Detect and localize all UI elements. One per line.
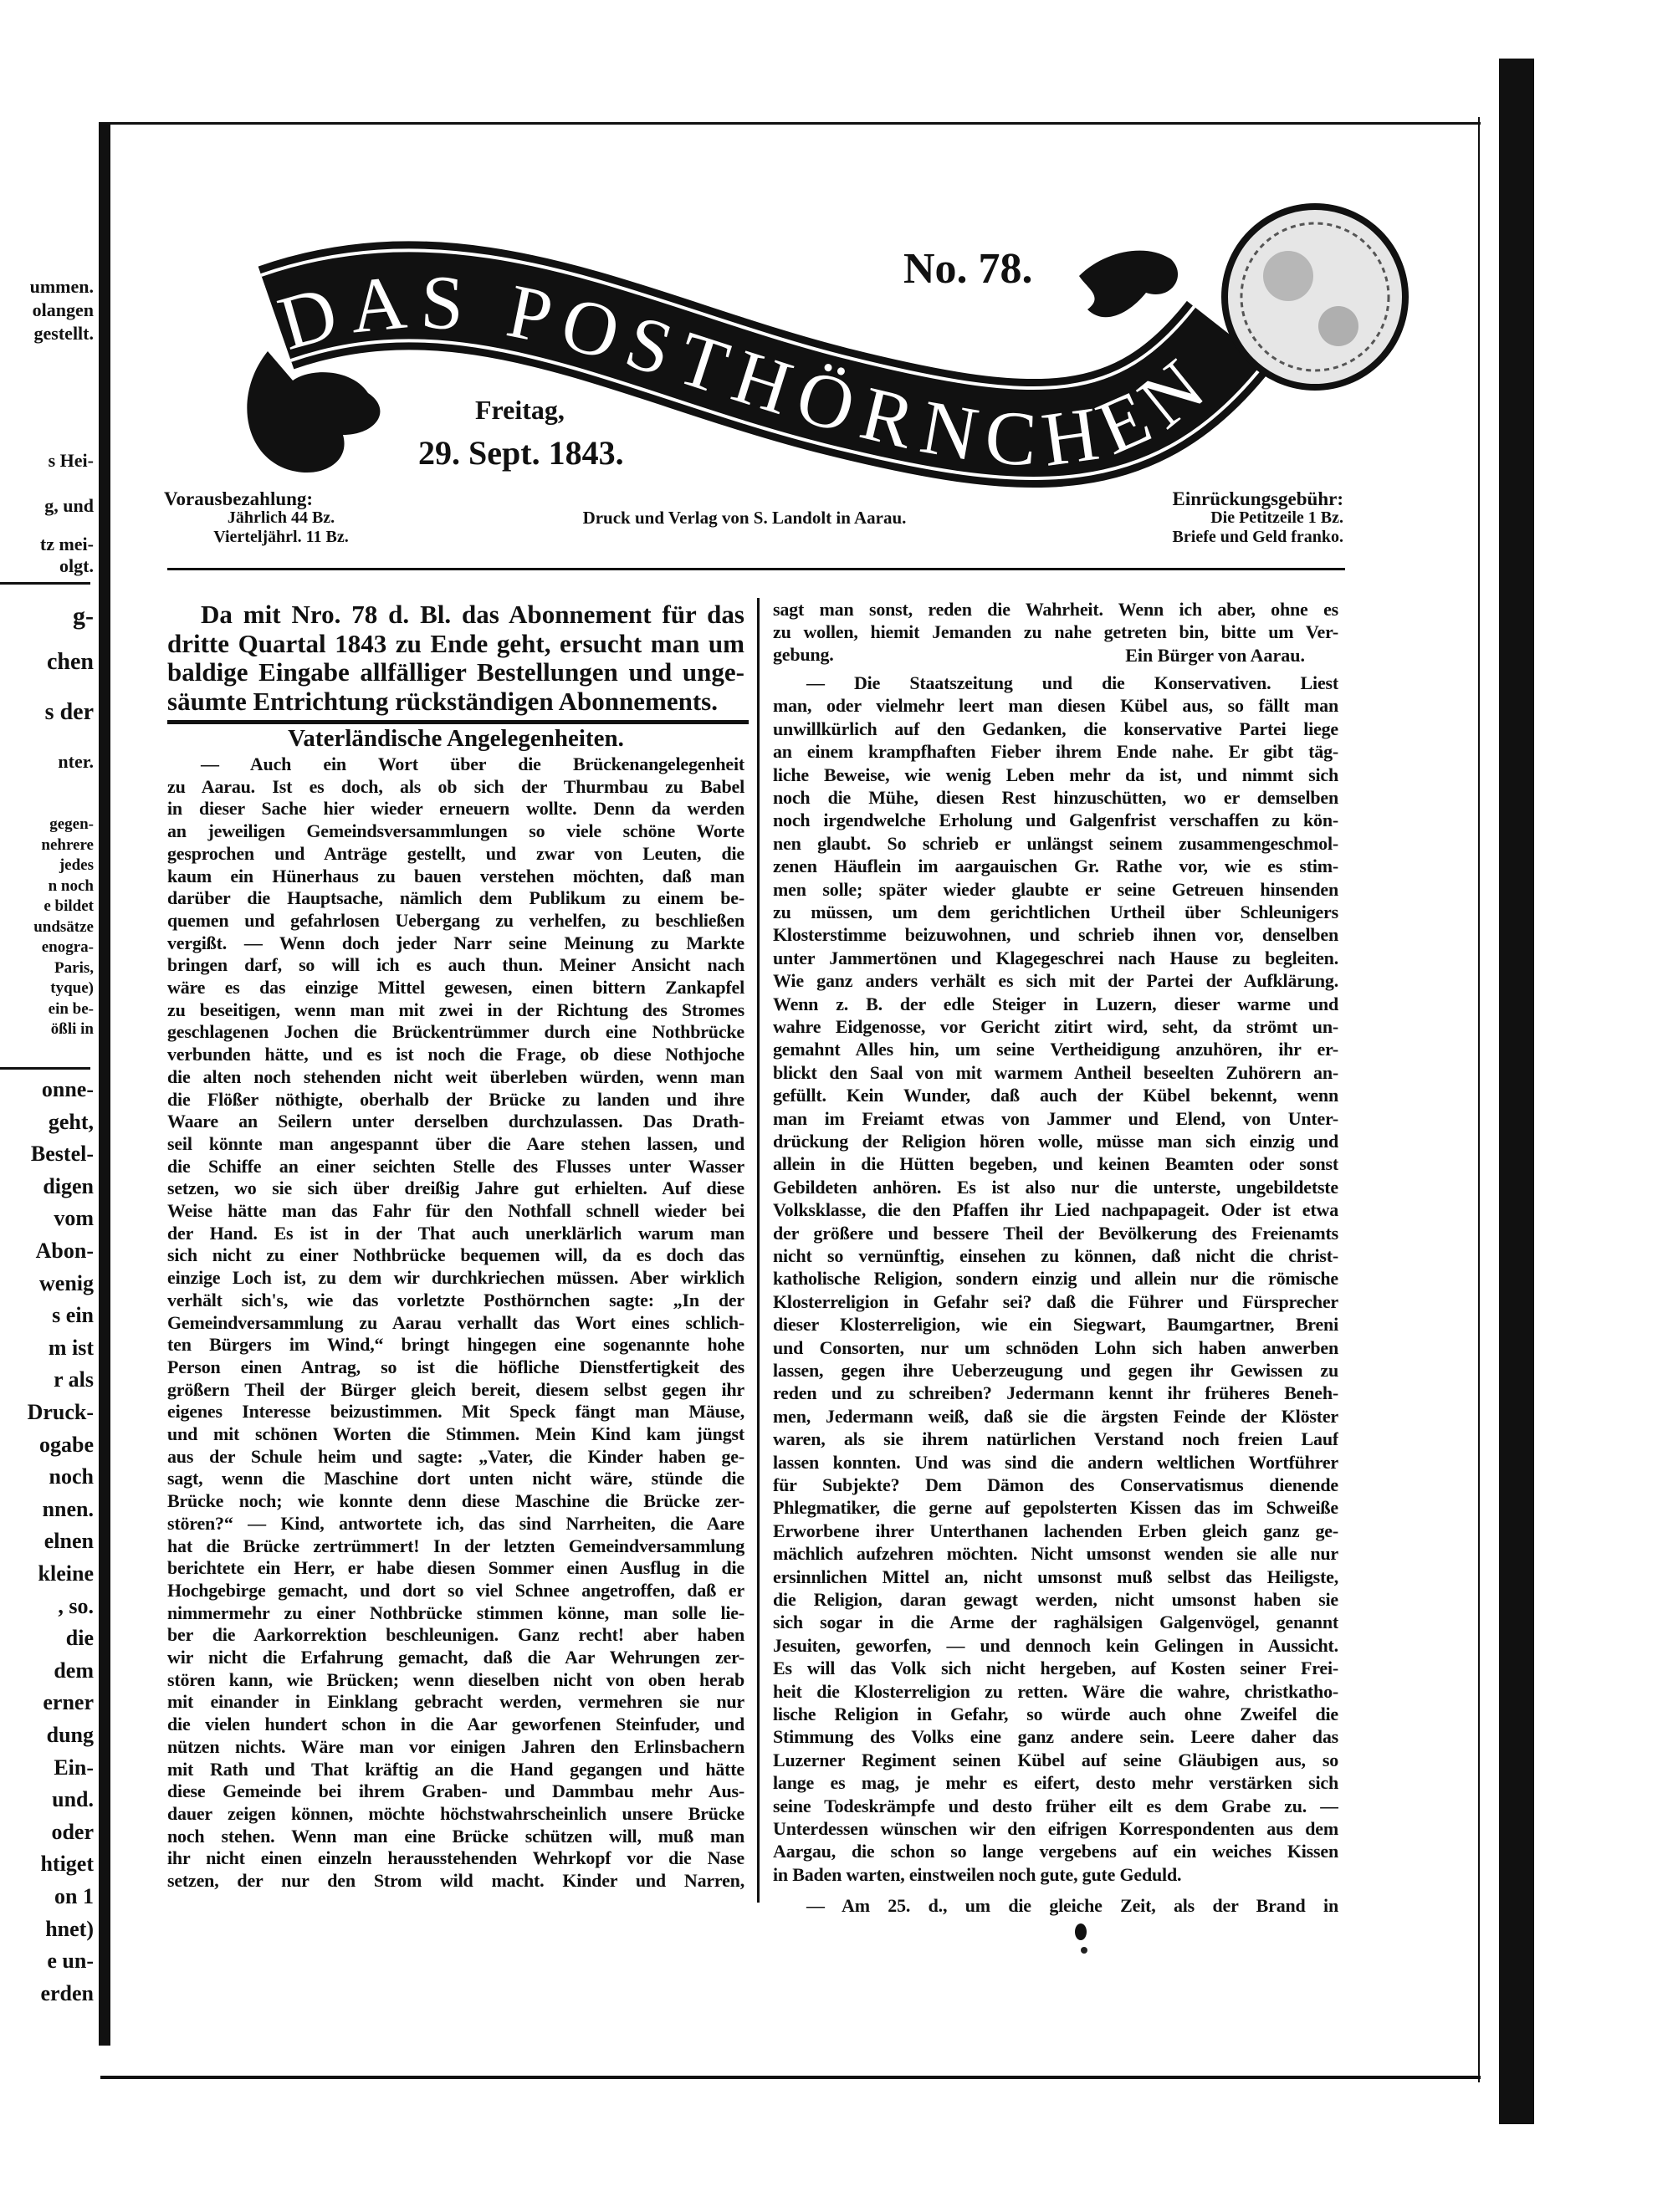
text-line: in dieser Sache hier wieder erneuern wollte. Denn da werden — [167, 798, 744, 820]
text-line: ten Bürgers im Wind,“ bringt hingegen eine sogenannte hohe — [167, 1334, 744, 1356]
notice-rule — [167, 720, 749, 724]
article-signature: Ein Bürger von Aarau. — [1125, 645, 1305, 666]
fragment: m ist — [48, 1335, 94, 1360]
text-line: die vielen hundert schon in die Aar geworfenen Steinfuder, und — [167, 1714, 744, 1735]
prepayment-info — [164, 489, 398, 547]
fragment: olgt. — [59, 555, 94, 576]
text-line: unter Jammertönen und Klagegeschrei nach Hause zu begleiten. — [773, 947, 1338, 968]
text-line: sagt, wenn die Maschine dort unten nicht wäre, stünde die — [167, 1468, 744, 1489]
text-line: mit Rath und That kräftig an die Hand gegangen und hätte — [167, 1758, 744, 1780]
text-line: ber die Aarkorrektion beschleunigen. Ganz recht! aber haben — [167, 1624, 744, 1646]
text-line: der größere und bessere Theil der Bevölkerung des Freienamts — [773, 1222, 1338, 1244]
text-line: dritte Quartal 1843 zu Ende geht, ersucht man um — [167, 629, 744, 658]
issue-number: No. 78. — [903, 245, 1033, 293]
fragment: ößli in — [50, 1020, 94, 1038]
fragment: ummen. — [29, 276, 94, 297]
text-line: drückung der Religion hören wolle, müsse man sich einzig und — [773, 1131, 1338, 1152]
text-line: an jeweiligen Gemeindsversammlungen so viele schöne Worte — [167, 820, 744, 842]
text-line: vergißt. — Wenn doch jeder Narr seine Meinung zu Markte — [167, 932, 744, 953]
fragment: dung — [46, 1723, 94, 1747]
fragment: erden — [40, 1980, 94, 2005]
text-line: diese Gemeinde bei ihrem Graben- und Dammbau mehr Aus- — [167, 1780, 744, 1802]
fragment: kleine — [38, 1561, 94, 1586]
ink-blot — [1075, 1923, 1087, 1940]
text-line: nützen nichts. Wäre man vor einigen Jahren den Erlinsbachern — [167, 1735, 744, 1757]
text-line: Gebildeten anhören. Es ist also nur die unterste, ungebildetste — [773, 1176, 1338, 1198]
text-line: sich sogar in die Arme der raghälsigen Galgenvögel, genannt — [773, 1612, 1338, 1633]
text-line: waren, als sie ihrem natürlichen Verstand noch freien Lauf — [773, 1428, 1338, 1450]
text-line: Da mit Nro. 78 d. Bl. das Abonnement für das — [201, 600, 744, 629]
text-line: Wie ganz anders verhält es sich mit der Partei der Aufklärung. — [773, 970, 1338, 992]
text-line: eigenes Interesse beizustimmen. Mit Speck fängt man Mäuse, — [167, 1401, 744, 1423]
text-line: hat die Brücke zertrümmert! In der letzten Gemeindversammlung — [167, 1535, 744, 1556]
fragment: jedes — [59, 856, 94, 874]
text-line: liche Beweise, wie wenig Leben mehr da ist, und nimmt sich — [773, 764, 1338, 785]
text-line: Aargau, die schon so lange vergebens auf ein weiches Kissen — [773, 1841, 1338, 1862]
text-line: ersinnlichen Mittel an, nicht umsonst muß selbst das Heiligste, — [773, 1566, 1338, 1587]
fragment: erner — [43, 1690, 94, 1715]
text-line: Luzerner Regiment seinen Kübel auf seine Gläubigen aus, so — [773, 1749, 1338, 1770]
text-line: in Baden warten, einstweilen noch gute, gute Geduld. — [773, 1863, 1182, 1885]
fragment: ein be- — [48, 999, 94, 1018]
text-line: für Subjekte? Dem Dämon des Conservatismus dienende — [773, 1474, 1338, 1495]
fragment: Druck- — [27, 1400, 94, 1424]
text-line: zenen Häuflein im aargauischen Gr. Rathe vor, wie es stim- — [773, 856, 1338, 877]
text-line: Gemeindversammlung zu Aarau verhallt das Wort eines schlich- — [167, 1311, 744, 1333]
text-line: reden und zu schreiben? Jedermann kennt ihr früheres Beneh- — [773, 1382, 1338, 1404]
fragment: , so. — [58, 1593, 94, 1618]
text-line: geschlagenen Jochen die Brückentrümmer durch eine Nothbrücke — [167, 1021, 744, 1043]
fragment: dem — [54, 1658, 94, 1683]
section-heading: Vaterländische Angelegenheiten. — [288, 725, 624, 752]
text-line: die Schiffe an einer seichten Stelle des Flusses unter Wasser — [167, 1155, 744, 1177]
text-line: Person einen Antrag, so ist die höfliche Dienstfertigkeit des — [167, 1356, 744, 1377]
fragment: nter. — [58, 751, 94, 772]
bridge-article — [167, 754, 744, 1908]
fire-article-start — [773, 1894, 1338, 1919]
insertion-rate: Die Petitzeile 1 Bz. — [1210, 508, 1343, 527]
text-line: Stimmung des Volks eine ganz andere sein. Leere daher das — [773, 1726, 1338, 1748]
text-line: heit die Klosterreligion zu retten. Wäre die wahre, christkatho- — [773, 1680, 1338, 1702]
text-line: wir nicht die Erfahrung gemacht, daß die Aar Wehrungen zer- — [167, 1647, 744, 1668]
fragment: r als — [54, 1367, 94, 1392]
text-line: — Die Staatszeitung und die Konservativen. Liest — [806, 672, 1338, 693]
text-line: wäre es das einzige Mittel gewesen, einen bittern Zankapfel — [167, 977, 744, 998]
text-line: dieser Klosterreligion, wie ein Siegwart, Baumgartner, Breni — [773, 1314, 1338, 1336]
masthead-title: DAS POSTHÖRNCHEN — [269, 258, 1222, 483]
text-line: bringen darf, so will ich es auch thun. Meiner Ansicht nach — [167, 954, 744, 976]
fragment: und. — [52, 1787, 94, 1812]
text-line: zu müssen, um dem gerichtlichen Urtheil über Schleunigers — [773, 902, 1338, 922]
text-line: ihr nicht einen einzeln herausstehenden Wehrkopf vor die Nase — [167, 1847, 744, 1869]
fragment: Bestel- — [30, 1142, 94, 1167]
fragment: nnen. — [42, 1496, 94, 1521]
text-line: aus der Schule heim und sagte: „Vater, die Kinder haben ge- — [167, 1445, 744, 1467]
text-line: gemahnt Alles hin, um seine Vertheidigung anzuhören, ihr er- — [773, 1039, 1338, 1060]
text-line: seil könnte man angespannt über die Aare stehen lassen, und — [167, 1132, 744, 1154]
masthead-rule — [167, 568, 1345, 570]
fragment: nehrere — [41, 835, 94, 854]
text-line: Phlegmatiker, die gerne auf gepolsterten Kissen das im Schweiße — [773, 1497, 1338, 1519]
text-line: Wenn z. B. der edle Steiger in Luzern, dieser warme und — [773, 993, 1338, 1014]
text-line: Klosterstimme beizuwohnen, und schrieb ihnen vor, denselben — [773, 924, 1338, 946]
fragment: s ein — [52, 1303, 94, 1328]
text-line: — Auch ein Wort über die Brückenangelegenheit — [201, 754, 744, 774]
text-line: stören?“ — Kind, antwortete ich, das sind Narrheiten, die Aare — [167, 1512, 744, 1534]
text-line: lassen, gegen ihre Ueberzeugung und gegen ihr Gewissen zu — [773, 1360, 1338, 1381]
text-line: allein in die Hütten begeben, und keinen Beamten oder sonst — [773, 1153, 1338, 1175]
text-line: gefüllt. Kein Wunder, daß auch der Kübel bekennt, wenn — [773, 1085, 1338, 1106]
fragment: hnet) — [45, 1916, 94, 1941]
text-line: setzen, der nur den Strom wild macht. Kinder und Narren, — [167, 1870, 744, 1891]
text-line: einzige Loch ist, zu dem wir durchkriechen müssen. Aber wirklich — [167, 1267, 744, 1289]
text-line: zu Aarau. Ist es doch, als ob sich der Thurmbau zu Babel — [167, 775, 744, 797]
text-line: gebung. — [773, 644, 834, 665]
postmark-stamp — [1225, 207, 1405, 387]
conservatives-article — [773, 672, 1338, 1893]
column-divider — [757, 598, 760, 1903]
text-line: der Hand. Es ist in der That auch unerklärlich warum man — [167, 1222, 744, 1244]
text-line: an einem krampfhaften Fieber ihrem Ende nahe. Er gibt täg- — [773, 741, 1338, 763]
text-line: nen glaubt. So schrieb er unlängst seinem zusammengeschmol- — [773, 832, 1338, 854]
text-line: verhält sich's, wie das vorletzte Posthörnchen sagte: „In der — [167, 1289, 744, 1310]
fragment: noch — [49, 1464, 94, 1489]
text-line: die alten noch stehenden nicht weit überleben würden, wenn man — [167, 1065, 744, 1087]
subscription-notice — [167, 600, 744, 718]
text-line: blickt den Saal von mit warmem Antheil beseelten Zuhörern an- — [773, 1061, 1338, 1083]
text-line: Waare an Seilern unter derselben durchzulassen. Das Drath- — [167, 1111, 744, 1132]
fragment: geht, — [48, 1109, 94, 1134]
text-line: men, Jedermann weiß, daß sie die ärgsten Feinde der Klöster — [773, 1405, 1338, 1427]
insertion-postage: Briefe und Geld franko. — [1172, 528, 1343, 546]
text-line: stören kann, wie Brücken; wenn dieselben nicht von oben herab — [167, 1668, 744, 1690]
fragment: olangen — [32, 299, 94, 320]
text-line: man, oder vielmehr leert man diesen Kübel aus, so fällt man — [773, 695, 1338, 717]
bottom-page-edge — [100, 2076, 1481, 2079]
text-line: darüber die Hauptsache, nämlich dem Publikum zu einem be- — [167, 887, 744, 909]
prepayment-yearly: Jährlich 44 Bz. — [227, 508, 335, 527]
fragment: digen — [43, 1173, 94, 1198]
fragment: s Hei- — [48, 450, 94, 471]
text-line: — Am 25. d., um die gleiche Zeit, als der Brand in — [806, 1895, 1338, 1916]
fragment: e un- — [47, 1949, 94, 1974]
fragment: ogabe — [39, 1432, 94, 1457]
insertion-heading: Einrückungsgebühr: — [1172, 488, 1343, 509]
text-line: kaum ein Hünerhaus zu bauen verstehen möchten, daß man — [167, 865, 744, 886]
fragment: Paris, — [54, 958, 94, 977]
text-line: Es will das Volk sich nicht hergeben, auf Kosten seiner Frei- — [773, 1658, 1338, 1679]
text-line: Volksklasse, die den Pfaffen ihr Lied nachpapageit. Oder ist etwa — [773, 1199, 1338, 1221]
fragment: wenig — [39, 1270, 94, 1295]
text-line: Jesuiten, geworfen, — und dennoch kein Gelingen in Aussicht. — [773, 1634, 1338, 1656]
fragment: Abon- — [35, 1239, 94, 1263]
fragment: oder — [51, 1819, 94, 1844]
text-line: nimmermehr zu einer Nothbrücke stimmen könne, man solle lie- — [167, 1602, 744, 1623]
prepayment-heading: Vorausbezahlung: — [164, 488, 314, 509]
fragment: elnen — [43, 1529, 94, 1554]
text-line: Hochgebirge gemacht, und dort so viel Schnee angetroffen, daß er — [167, 1579, 744, 1601]
fragment: undsätze — [33, 917, 94, 936]
text-line: lische Religion in Gefahr, so würde auch ohne Zweifel die — [773, 1704, 1338, 1724]
text-line: sich nicht zu einer Nothbrücke bequemen will, da es doch das — [167, 1244, 744, 1266]
fragment-rule — [0, 1067, 90, 1070]
text-line: noch irgendwelche Erholung und Galgenfrist verschaffen zu kön- — [773, 810, 1338, 831]
fragment: tyque) — [50, 979, 94, 997]
text-line: Unterdessen wünschen wir den eifrigen Korrespondenten aus dem — [773, 1818, 1338, 1839]
text-line: mächlich aufzehren möchten. Nicht umsonst wenden sie alle nur — [773, 1543, 1338, 1565]
issue-weekday: Freitag, — [475, 395, 565, 425]
text-line: größern Theil der Bürger gleich bereit, diesem selbst gegen ihr — [167, 1378, 744, 1400]
text-line: baldige Eingabe allfälliger Bestellungen und unge- — [167, 658, 744, 687]
fragment: gestellt. — [33, 323, 94, 344]
prepayment-quarterly: Vierteljährl. 11 Bz. — [213, 528, 349, 546]
fragment: htiget — [40, 1852, 94, 1877]
fragment: s der — [44, 699, 94, 725]
text-line: lange es mag, je mehr es eifert, desto mehr verstärken sich — [773, 1772, 1338, 1794]
text-line: berichtete ein Herr, er habe diesen Sommer einen Ausflug in die — [167, 1557, 744, 1579]
fragment: n noch — [48, 876, 94, 895]
fragment: chen — [47, 649, 94, 675]
ribbon-left-curl — [247, 351, 380, 473]
text-line: katholische Religion, sondern einzig und allein nur die römische — [773, 1268, 1338, 1290]
fragment: Ein- — [54, 1755, 94, 1780]
ink-blot — [1081, 1947, 1087, 1954]
text-line: noch stehen. Wenn man eine Brücke schützen will, muß man — [167, 1825, 744, 1847]
text-line: Brücke noch; wie konnte denn diese Maschine die Brücke zer- — [167, 1490, 744, 1512]
ribbon-right-end — [1079, 251, 1178, 318]
left-column — [167, 598, 744, 1911]
text-line: man im Freiamt etwas von Jammer und Elend, von Unter- — [773, 1107, 1338, 1129]
text-line: setzen, wo sie sich über dreißig Jahre gut erhielten. Auf diese — [167, 1178, 744, 1199]
text-line: die Religion, daran gewagt werden, nicht umsonst haben sie — [773, 1589, 1338, 1610]
text-line: säumte Entrichtung rückständigen Abonnements. — [167, 687, 718, 716]
text-line: verbunden hätte, und es ist noch die Frage, ob diese Nothjoche — [167, 1044, 744, 1065]
text-line: mit einander in Einklang gebracht werden, vermehren sie nur — [167, 1691, 744, 1713]
text-line: men solle; später wieder glaubte er seine Getreuen hinsenden — [773, 878, 1338, 900]
fragment: g, und — [44, 495, 94, 516]
fragment: g- — [73, 602, 94, 630]
fragment: die — [65, 1626, 94, 1651]
right-column — [773, 598, 1338, 1936]
fragment: onne- — [41, 1077, 94, 1101]
fragment: e bildet — [43, 897, 94, 915]
text-line: Klosterreligion in Gefahr sei? daß die Führer und Fürsprecher — [773, 1290, 1338, 1312]
text-line: quemen und gefahrlosen Uebergang zu verhelfen, zu beschließen — [167, 909, 744, 931]
text-line: unwillkürlich auf den Gedanken, die konservative Partei liege — [773, 718, 1338, 739]
text-line: Erworbene ihrer Unterthanen lachenden Erben gleich ganz ge- — [773, 1520, 1338, 1541]
text-line: Weise hätte man das Fahr für den Nothfall schnell wieder bei — [167, 1200, 744, 1221]
insertion-info — [1096, 489, 1343, 547]
fragment: on 1 — [54, 1884, 94, 1908]
text-line: zu wollen, hiemit Jemanden zu nahe getreten bin, bitte um Ver- — [773, 621, 1338, 642]
text-line: die Flößer nöthigte, oberhalb der Brücke zu landen und ihre — [167, 1088, 744, 1110]
issue-date: 29. Sept. 1843. — [418, 434, 624, 472]
fragment: tz mei- — [39, 534, 94, 554]
text-line: gesprochen und Anträge gestellt, und zwar von Leuten, die — [167, 842, 744, 864]
text-line: sagt man sonst, reden die Wahrheit. Wenn ich aber, ohne es — [773, 599, 1338, 620]
fragment: vom — [54, 1206, 94, 1231]
fragment: enogra- — [41, 938, 94, 956]
text-line: seine Todeskrämpfe und desto früher eilt es dem Grabe zu. — — [773, 1795, 1338, 1816]
fragment: gegen- — [49, 815, 94, 833]
text-line: zu beseitigen, wenn man mit zwei in der Richtung des Stromes — [167, 999, 744, 1020]
text-line: lassen konnten. Und was sind die andern weltlichen Wortführer — [773, 1451, 1338, 1473]
text-line: nicht so vernünftig, einsehen zu können, daß nicht die christ- — [773, 1245, 1338, 1266]
text-line: und Consorten, nur um schnöden Lohn sich haben anwerben — [773, 1336, 1338, 1358]
text-line: und mit schönen Worten die Stimmen. Mein Kind kam jüngst — [167, 1423, 744, 1444]
text-line: noch die Mühe, diesen Rest hinzuschütten, wo er demselben — [773, 787, 1338, 808]
publisher-line: Druck und Verlag von S. Landolt in Aarau. — [582, 508, 907, 528]
text-line: wahre Eidgenosse, vor Gericht zitirt wird, seht, da strömt un- — [773, 1016, 1338, 1037]
text-line: dauer zeigen können, möchte höchstwahrscheinlich unsere Brücke — [167, 1802, 744, 1824]
